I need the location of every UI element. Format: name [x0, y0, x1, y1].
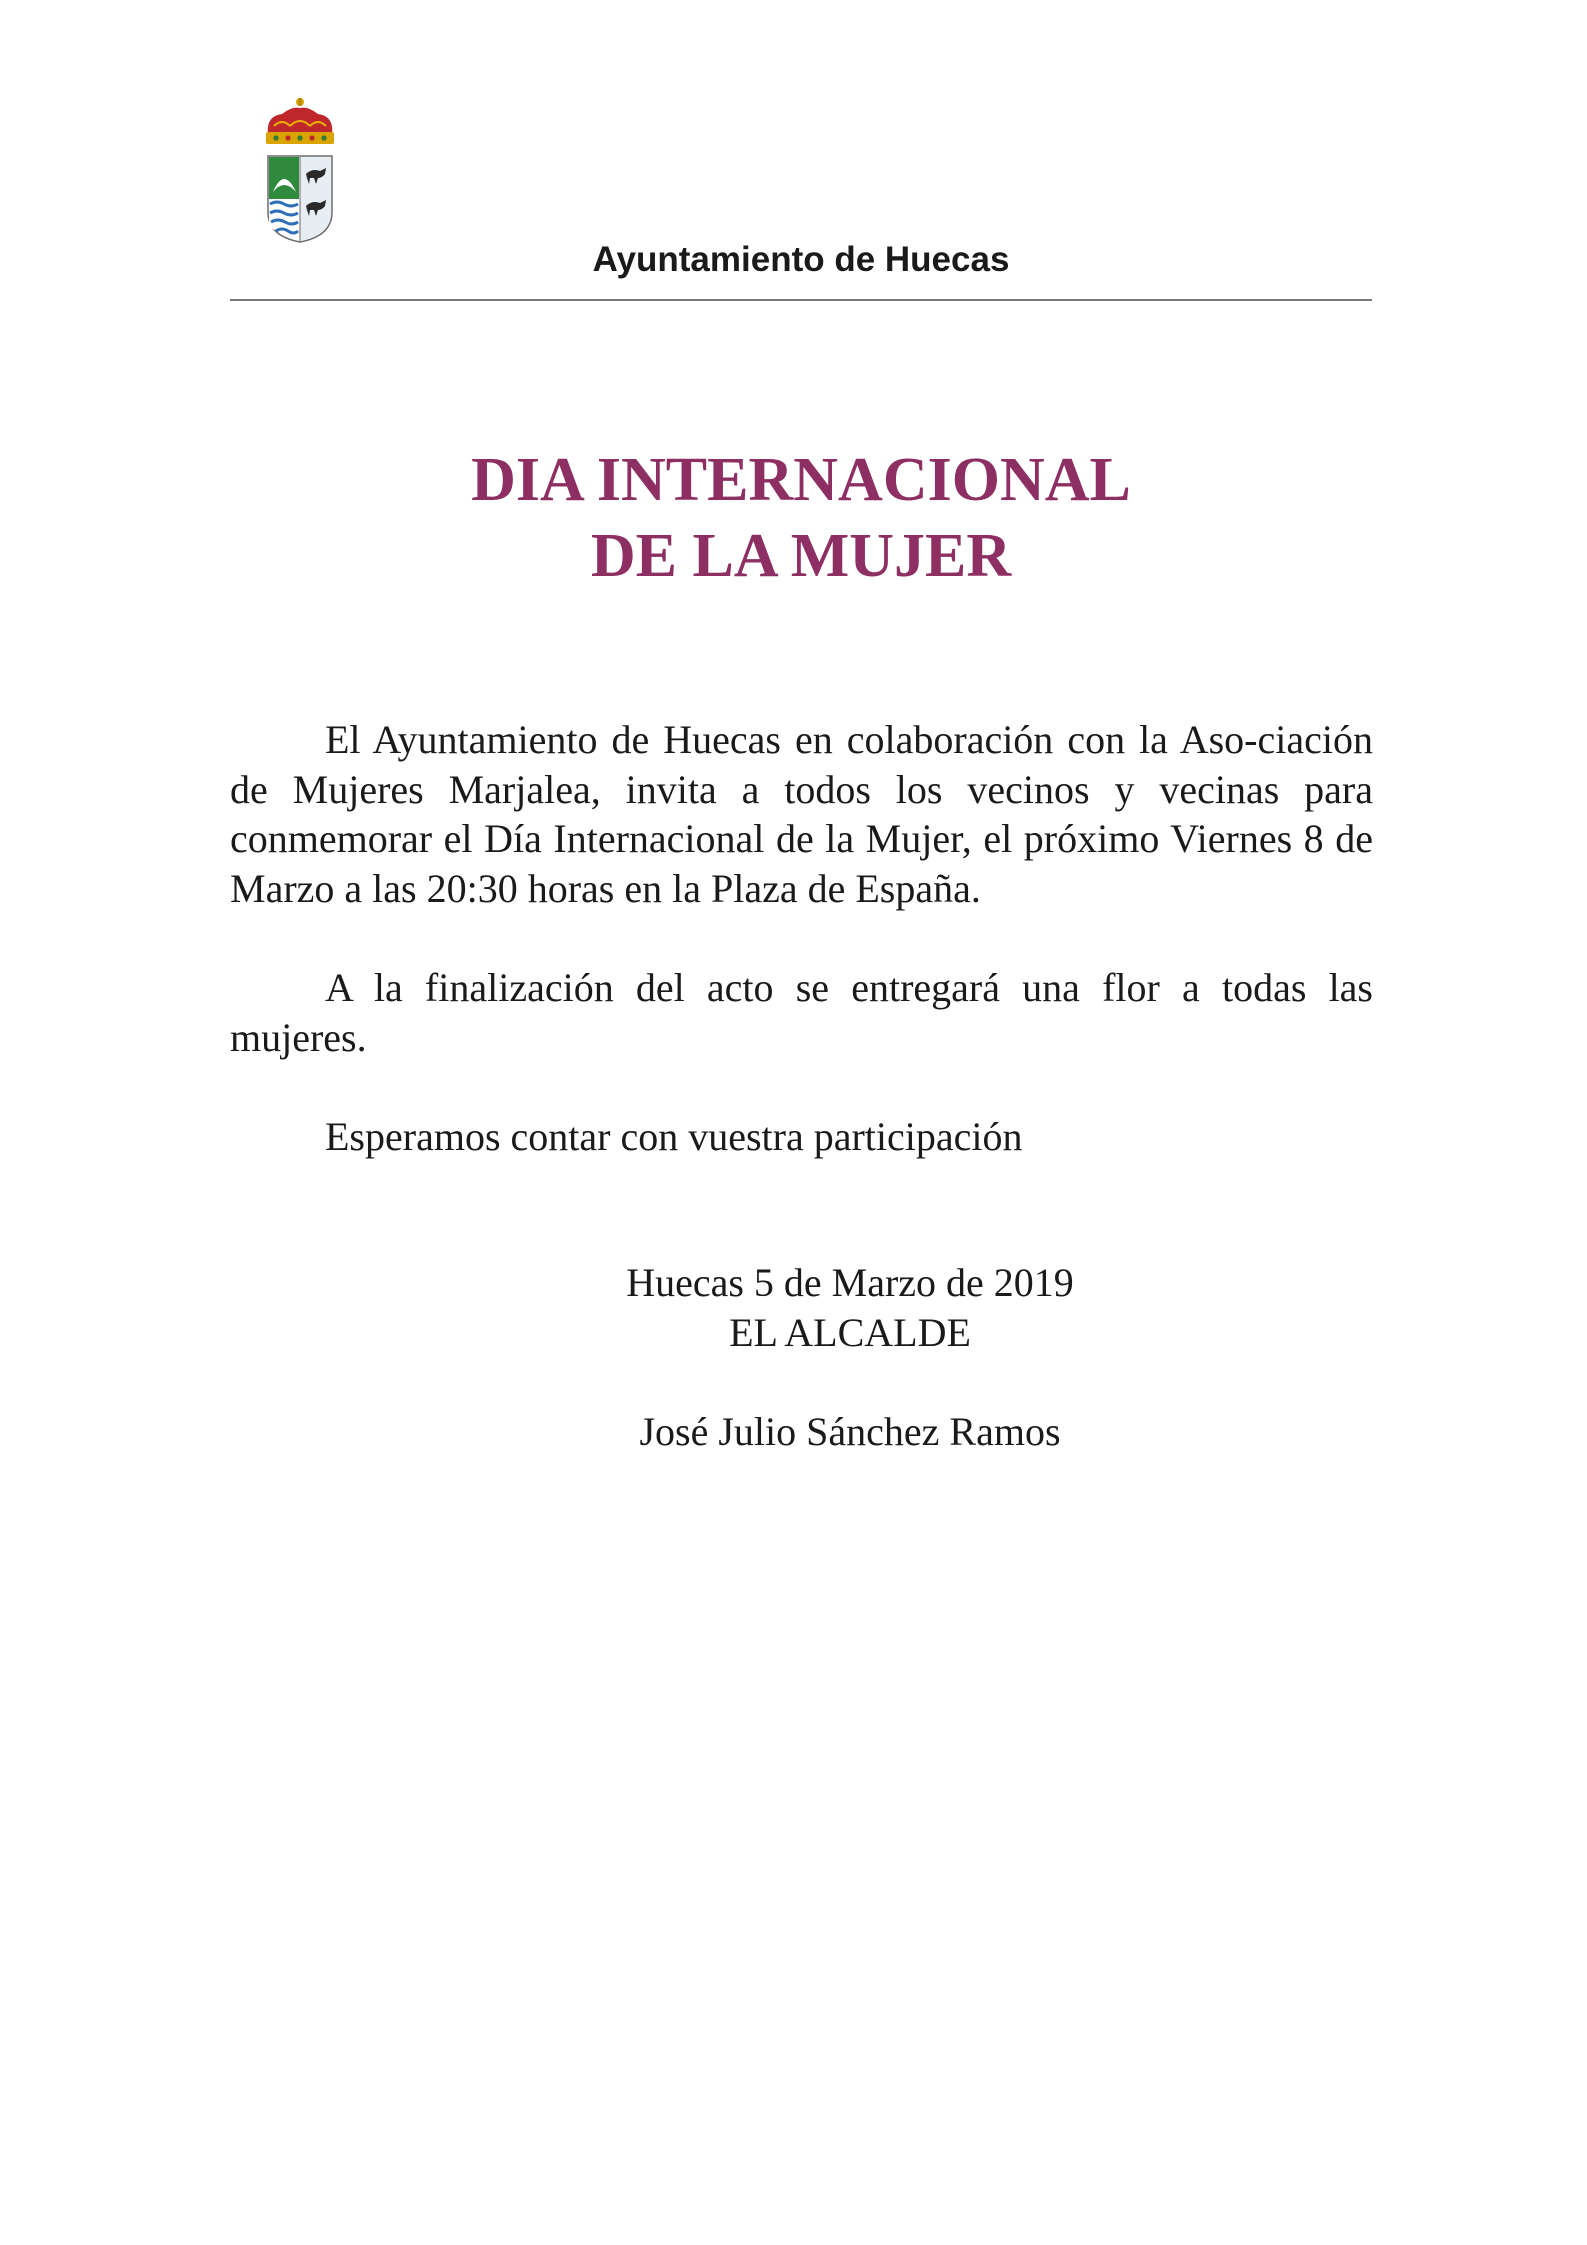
- organization-name: Ayuntamiento de Huecas: [592, 240, 1010, 279]
- flower-paragraph: A la finalización del acto se entregará una flor a todas las mujeres.: [230, 965, 1373, 1060]
- crown-icon: [266, 98, 334, 144]
- shield-icon: [268, 156, 332, 242]
- municipal-coat-of-arms-icon: [262, 96, 338, 244]
- title-line-1: DIA INTERNACIONAL: [471, 446, 1131, 514]
- header-divider: [230, 299, 1372, 301]
- signer-position: EL ALCALDE: [729, 1309, 971, 1355]
- invitation-paragraph: El Ayuntamiento de Huecas en colaboración con la Aso-ciación de Mujeres Marjalea, invita a todos los vecinos y vecinas para conmemorar el Día Internacional de la Mujer, el próximo Viernes 8 de Marzo a las 20:30 horas en la Plaza de España.: [230, 717, 1373, 911]
- signature-block: [550, 1258, 1150, 1457]
- document-body: [230, 715, 1373, 1162]
- closing-paragraph: Esperamos contar con vuestra participación: [325, 1114, 1023, 1159]
- signer-name: José Julio Sánchez Ramos: [639, 1409, 1061, 1454]
- title-line-2: DE LA MUJER: [590, 522, 1012, 590]
- page-title: [230, 442, 1372, 594]
- place-date: Huecas 5 de Marzo de 2019: [626, 1260, 1074, 1305]
